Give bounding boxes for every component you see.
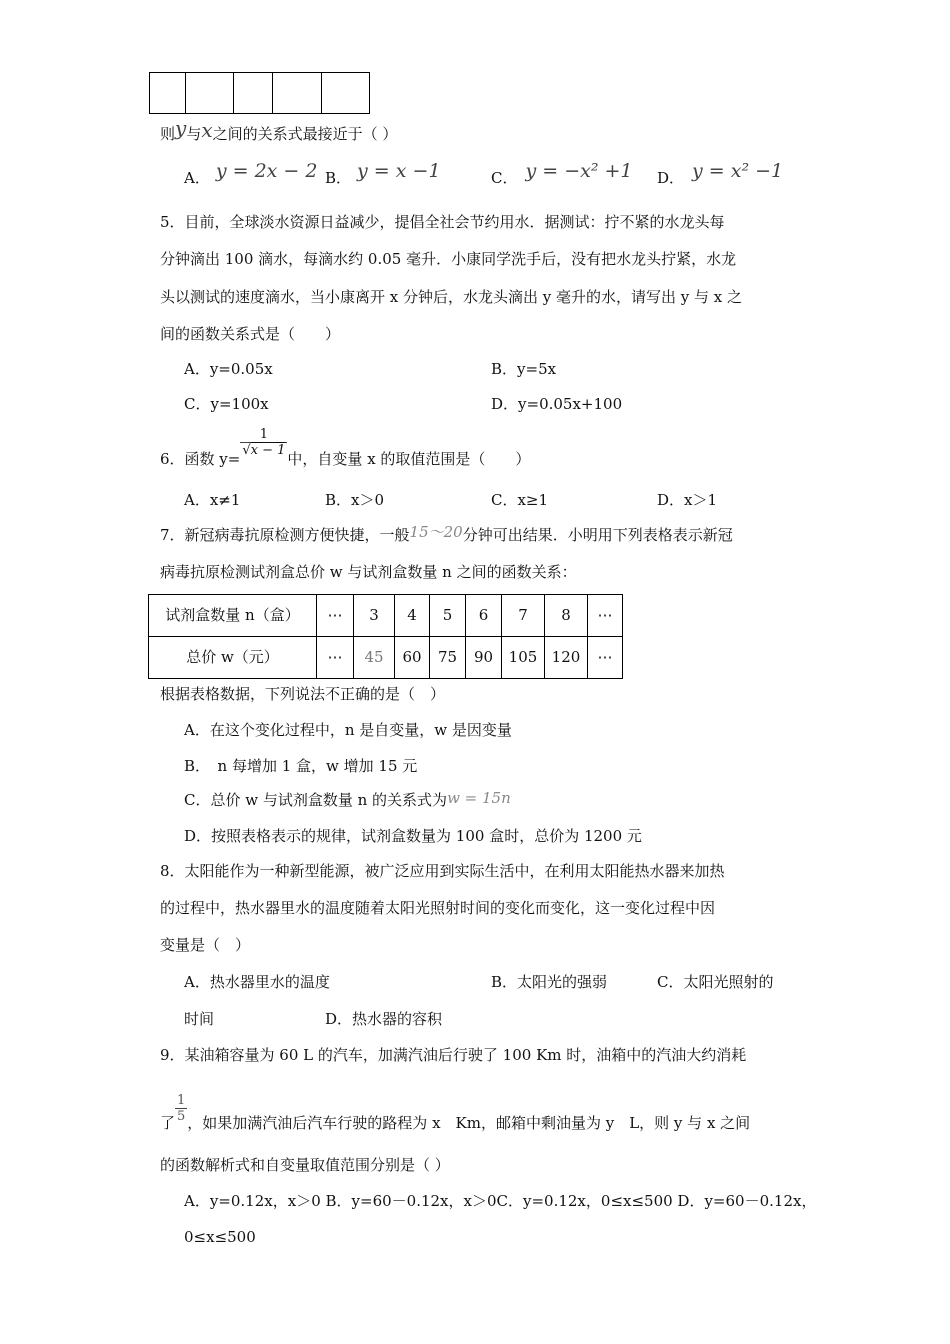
q8-option-a: A．热水器里水的温度 (184, 973, 330, 991)
q7-line-2: 病毒抗原检测试剂盒总价 w 与试剂盒数量 n 之间的函数关系： (160, 563, 577, 581)
q4-blank-table (149, 72, 370, 114)
q5-line-2: 分钟滴出 100 滴水，每滴水约 0.05 毫升．小康同学洗手后，没有把水龙头拧紧，水龙 (160, 250, 737, 268)
option-formula: y = x −1 (357, 160, 441, 182)
fraction-numerator: 1 (177, 1093, 186, 1108)
table-cell: 7 (502, 595, 545, 637)
q6-option-b: B．x＞0 (325, 491, 385, 509)
table-cell: 3 (354, 595, 395, 637)
q9-line-1: 9．某油箱容量为 60 L 的汽车，加满汽油后行驶了 100 Km 时，油箱中的汽油大约消耗 (160, 1046, 747, 1064)
q6-stem (160, 427, 531, 469)
q4-stem-y: y (175, 116, 187, 140)
table-header-cell: 总价 w（元） (149, 637, 317, 679)
table-cell: 6 (466, 595, 502, 637)
table-cell: ⋯ (588, 637, 623, 679)
q7-option-c (184, 789, 511, 809)
q4-stem-text-b: 与 (186, 125, 202, 143)
q7-option-d: D．按照表格表示的规律，试剂盒数量为 100 盒时，总价为 1200 元 (184, 827, 642, 845)
q6-option-d: D．x＞1 (657, 491, 718, 509)
fraction-denominator: 5 (177, 1109, 186, 1125)
q4-stem-text-c: 之间的关系式最接近于（ ） (212, 125, 398, 143)
q7-question: 根据表格数据，下列说法不正确的是（ ） (160, 685, 446, 703)
q4-option-c (491, 160, 633, 187)
q6-prefix: 6．函数 y= (160, 450, 241, 469)
table-cell: 120 (545, 637, 588, 679)
q9-line-2 (160, 1093, 751, 1133)
option-formula: w = 15n (447, 789, 511, 807)
q4-option-d (657, 160, 784, 187)
option-formula: y = 2x − 2 (215, 160, 318, 182)
option-formula: y = x² −1 (692, 160, 784, 182)
q4-stem (160, 116, 398, 143)
table-cell: ⋯ (588, 595, 623, 637)
table-cell: ⋯ (317, 637, 354, 679)
table-cell: 8 (545, 595, 588, 637)
q4-stem-text-a: 则 (160, 125, 176, 143)
q9-fraction (175, 1094, 187, 1125)
table-row (149, 595, 623, 637)
option-label: B． (325, 169, 352, 187)
table-row (149, 637, 623, 679)
q7-line1-text-a: 7．新冠病毒抗原检测方便快捷，一般 (160, 526, 410, 544)
table-cell (150, 73, 186, 114)
q8-option-d: D．热水器的容积 (325, 1010, 443, 1028)
q8-line-3: 变量是（ ） (160, 936, 251, 954)
q8-option-c: C．太阳光照射的 (657, 973, 774, 991)
option-text: C．总价 w 与试剂盒数量 n 的关系式为 (184, 791, 448, 809)
q7-option-a: A．在这个变化过程中，n 是自变量，w 是因变量 (184, 721, 512, 739)
q9-options: A．y=0.12x，x＞0 B．y=60－0.12x，x＞0C．y=0.12x，0≤x≤500 D．y=60－0.12x， (184, 1192, 817, 1210)
q4-option-a (184, 160, 318, 187)
q9-line2-text-b: ，如果加满汽油后汽车行驶的路程为 x Km，邮箱中剩油量为 y L，则 y 与 x 之间 (187, 1114, 751, 1133)
table-cell: 5 (430, 595, 466, 637)
option-label: C． (491, 169, 518, 187)
table-cell: ⋯ (317, 595, 354, 637)
q6-option-a: A．x≠1 (184, 491, 241, 509)
q9-line2-text-a: 了 (160, 1114, 176, 1133)
q4-stem-x: x (201, 118, 213, 142)
q6-fraction (240, 428, 287, 459)
q7-line-1 (160, 523, 733, 544)
q6-suffix: 中，自变量 x 的取值范围是（ ） (287, 450, 531, 469)
fraction-denominator: √x − 1 (242, 443, 286, 459)
q5-option-c: C．y=100x (184, 395, 269, 413)
table-cell: 75 (430, 637, 466, 679)
option-label: A． (184, 169, 210, 187)
q6-option-c: C．x≥1 (491, 491, 549, 509)
q7-data-table (148, 594, 623, 679)
q5-line-3: 头以测试的速度滴水，当小康离开 x 分钟后，水龙头滴出 y 毫升的水，请写出 y 与 x 之 (160, 288, 743, 306)
q9-options-cont: 0≤x≤500 (184, 1228, 256, 1246)
q4-option-b (325, 160, 441, 187)
q5-line-4: 间的函数关系式是（ ） (160, 325, 341, 343)
q7-option-b: B． n 每增加 1 盒，w 增加 15 元 (184, 757, 418, 775)
table-cell (322, 73, 370, 114)
table-cell: 90 (466, 637, 502, 679)
option-formula: y = −x² +1 (525, 160, 633, 182)
q8-option-b: B．太阳光的强弱 (491, 973, 608, 991)
q5-option-a: A．y=0.05x (184, 360, 273, 378)
q7-range: 15～20 (409, 523, 463, 541)
fraction-numerator: 1 (259, 427, 269, 442)
table-cell (273, 73, 322, 114)
table-cell (234, 73, 273, 114)
table-cell: 45 (354, 637, 395, 679)
q5-option-b: B．y=5x (491, 360, 557, 378)
q8-line-1: 8．太阳能作为一种新型能源，被广泛应用到实际生活中，在利用太阳能热水器来加热 (160, 862, 725, 880)
q8-line-2: 的过程中，热水器里水的温度随着太阳光照射时间的变化而变化，这一变化过程中因 (160, 899, 716, 917)
q5-option-d: D．y=0.05x+100 (491, 395, 623, 413)
q5-line-1: 5．目前，全球淡水资源日益减少，提倡全社会节约用水．据测试：拧不紧的水龙头每 (160, 213, 725, 231)
table-header-cell: 试剂盒数量 n（盒） (149, 595, 317, 637)
table-cell: 4 (395, 595, 430, 637)
table-cell: 105 (502, 637, 545, 679)
table-cell (186, 73, 234, 114)
option-label: D． (657, 169, 685, 187)
q7-line1-text-b: 分钟可出结果．小明用下列表格表示新冠 (462, 526, 733, 544)
q9-line-3: 的函数解析式和自变量取值范围分别是（ ） (160, 1156, 450, 1174)
table-cell: 60 (395, 637, 430, 679)
radicand: x − 1 (250, 443, 286, 459)
q8-option-c-cont: 时间 (184, 1010, 215, 1028)
